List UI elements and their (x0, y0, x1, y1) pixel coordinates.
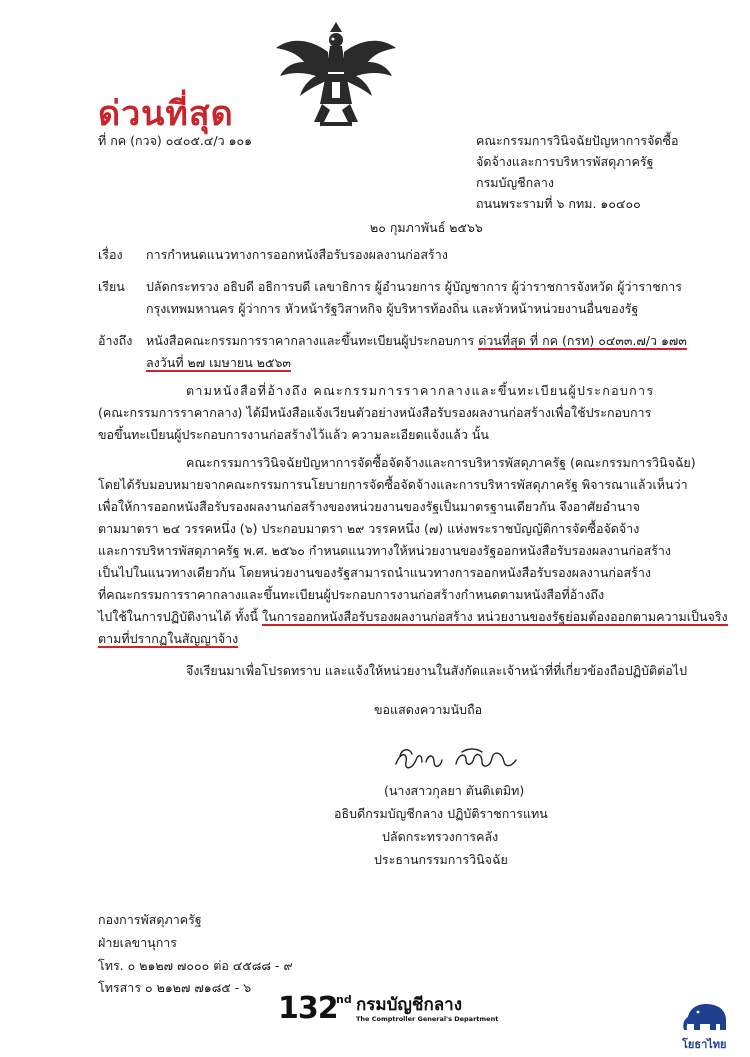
sender-line-3: กรมบัญชีกลาง (476, 175, 554, 190)
para2-line-1: คณะกรรมการวินิจฉัยปัญหาการจัดซื้อจัดจ้างและการบริหารพัสดุภาครัฐ (คณะกรรมการวินิจฉัย) (186, 455, 696, 470)
urgent-stamp: ด่วนที่สุด (98, 94, 234, 134)
reference-line-1 (146, 330, 687, 352)
footer-fax: โทรสาร ๐ ๒๑๒๗ ๗๑๘๕ - ๖ (98, 980, 252, 995)
logo-department-english: The Comptroller General's Department (356, 1015, 499, 1023)
reference-plain: หนังสือคณะกรรมการราคากลางและขึ้นทะเบียนผู้ประกอบการ (146, 333, 475, 348)
footer-tel: โทร. ๐ ๒๑๒๗ ๗๐๐๐ ต่อ ๔๕๘๘ - ๙ (98, 958, 293, 973)
para2-line-2: โดยได้รับมอบหมายจากคณะกรรมการนโยบายการจัดซื้อจัดจ้างและการบริหารพัสดุภาครัฐ พิจารณาแล้วเห็นว่า (98, 477, 688, 492)
handwritten-signature (392, 742, 522, 776)
para2-line-8-plain: ไปใช้ในการปฏิบัติงานได้ ทั้งนี้ (98, 609, 259, 624)
garuda-emblem-icon (272, 18, 400, 130)
para1-line-3: ขอขึ้นทะเบียนผู้ประกอบการงานก่อสร้างไว้แล้ว ความละเอียดแจ้งแล้ว นั้น (98, 427, 489, 442)
para2-line-8-highlight: ในการออกหนังสือรับรองผลงานก่อสร้าง หน่วยงานของรัฐย่อมต้องออกตามความเป็นจริง (262, 609, 728, 624)
logo-number: 132 (278, 991, 338, 1026)
footer-section: ฝ่ายเลขานุการ (98, 935, 178, 950)
para1-line-1: ตามหนังสือที่อ้างถึง คณะกรรมการราคากลางและขึ้นทะเบียนผู้ประกอบการ (186, 383, 655, 398)
para2-line-9 (98, 628, 238, 650)
yothathai-text: โยธาไทย (682, 1038, 727, 1051)
reference-label: อ้างถึง (98, 333, 133, 348)
document-date: ๒๐ กุมภาพันธ์ ๒๕๖๖ (370, 220, 483, 235)
subject-label: เรื่อง (98, 247, 123, 262)
reference-line-2 (146, 352, 291, 374)
para1-line-2: (คณะกรรมการราคากลาง) ได้มีหนังสือแจ้งเวียนตัวอย่างหนังสือรับรองผลงานก่อสร้างเพื่อใช้ประกอบการ (98, 405, 652, 420)
elephant-icon (678, 998, 734, 1034)
to-line-2: กรุงเทพมหานคร ผู้ว่าการ หัวหน้ารัฐวิสาหกิจ ผู้บริหารท้องถิ่น และหัวหน้าหน่วยงานอื่นของรัฐ (146, 301, 639, 316)
sender-line-1: คณะกรรมการวินิจฉัยปัญหาการจัดซื้อ (476, 133, 679, 148)
para2-line-7: ที่คณะกรรมการราคากลางและขึ้นทะเบียนผู้ประกอบการงานก่อสร้างกำหนดตามหนังสือที่อ้างถึง (98, 587, 605, 602)
reference-highlight: ด่วนที่สุด ที่ กค (กรท) ๐๔๓๓.๗/ว ๑๗๓ (478, 333, 687, 348)
signatory-title-2: ปลัดกระทรวงการคลัง (382, 829, 499, 844)
doc-number: ที่ กค (กวจ) ๐๔๐๕.๔/ว ๑๐๑ (98, 133, 253, 148)
footer-office: กองการพัสดุภาครัฐ (98, 912, 202, 927)
para2-line-3: เพื่อให้การออกหนังสือรับรองผลงานก่อสร้างของหน่วยงานของรัฐเป็นมาตรฐานเดียวกัน จึงอาศัยอำนาจ (98, 499, 640, 514)
logo-superscript: nd (336, 993, 352, 1006)
to-line-1: ปลัดกระทรวง อธิบดี อธิการบดี เลขาธิการ ผู้อำนวยการ ผู้บัญชาการ ผู้ว่าราชการจังหวัด ผู้ว่าราชการ (146, 279, 683, 294)
para2-line-5: และการบริหารพัสดุภาครัฐ พ.ศ. ๒๕๖๐ กำหนดแนวทางให้หน่วยงานของรัฐออกหนังสือรับรองผลงานก่อสร้าง (98, 543, 672, 558)
para3: จึงเรียนมาเพื่อโปรดทราบ และแจ้งให้หน่วยงานในสังกัดและเจ้าหน้าที่ที่เกี่ยวข้องถือปฏิบัติต่อไป (186, 663, 688, 678)
to-label: เรียน (98, 279, 125, 294)
logo-department-thai: กรมบัญชีกลาง (356, 995, 463, 1015)
para2-line-4: ตามมาตรา ๒๔ วรรคหนึ่ง (๖) ประกอบมาตรา ๒๙ วรรคหนึ่ง (๗) แห่งพระราชบัญญัติการจัดซื้อจัดจ้าง (98, 521, 640, 536)
comptroller-anniversary-logo (278, 993, 538, 1029)
sender-line-2: จัดจ้างและการบริหารพัสดุภาครัฐ (476, 154, 654, 169)
para2-line-6: เป็นไปในแนวทางเดียวกัน โดยหน่วยงานของรัฐสามารถนำแนวทางการออกหนังสือรับรองผลงานก่อสร้าง (98, 565, 651, 580)
para2-line-9-highlight: ตามที่ปรากฏในสัญญาจ้าง (98, 631, 239, 646)
yothathai-logo (678, 998, 734, 1050)
sender-line-4: ถนนพระรามที่ ๖ กทม. ๑๐๔๐๐ (476, 196, 641, 211)
signatory-name: (นางสาวกุลยา ตันติเตมิท) (384, 783, 525, 798)
reference-date-highlight: ลงวันที่ ๒๗ เมษายน ๒๕๖๓ (146, 355, 291, 370)
subject-text: การกำหนดแนวทางการออกหนังสือรับรองผลงานก่อสร้าง (146, 247, 448, 262)
signatory-title-3: ประธานกรรมการวินิจฉัย (374, 852, 508, 867)
para2-line-8 (98, 606, 728, 628)
closing: ขอแสดงความนับถือ (374, 702, 483, 717)
signatory-title-1: อธิบดีกรมบัญชีกลาง ปฏิบัติราชการแทน (334, 806, 548, 821)
